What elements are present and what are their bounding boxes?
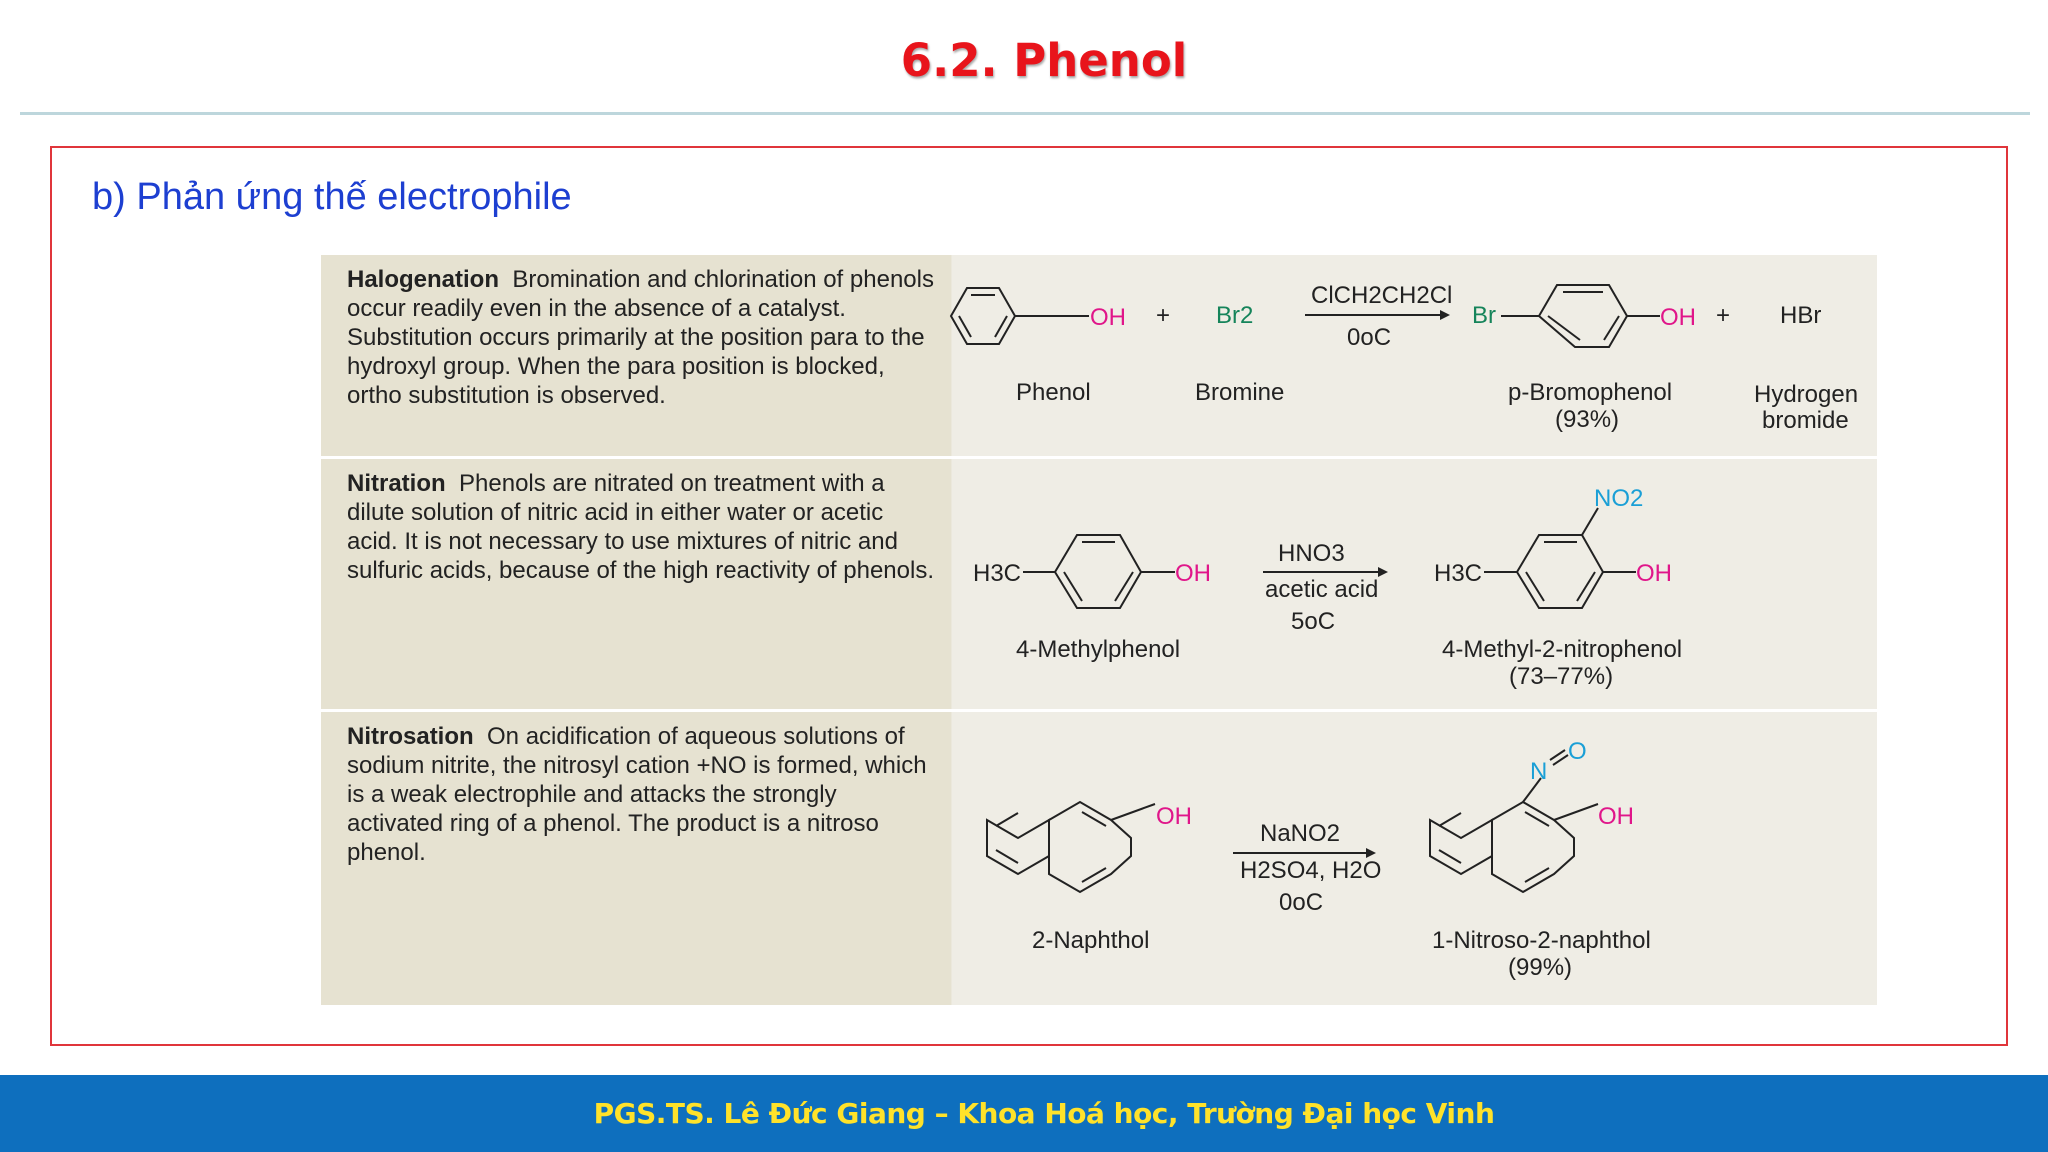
nitrosation-condition-temp: 0oC xyxy=(1279,889,1324,916)
nitrosonaphthol-structure xyxy=(1430,738,1634,892)
nitration-condition-temp: 5oC xyxy=(1291,608,1336,635)
footer-author: PGS.TS. Lê Đức Giang – Khoa Hoá học, Trường Đại học Vinh xyxy=(593,1097,1495,1130)
naphthol-structure xyxy=(987,802,1192,892)
methylnitrophenol-yield: (73–77%) xyxy=(1509,663,1614,690)
methylnitrophenol-structure xyxy=(1434,485,1672,608)
nitroso-o-label: O xyxy=(1568,738,1587,765)
methyl-label: H3C xyxy=(973,560,1022,587)
bromophenol-structure xyxy=(1472,285,1696,347)
hbr-formula: HBr xyxy=(1780,302,1822,329)
footer-bar xyxy=(0,1075,2048,1152)
methylphenol-name: 4-Methylphenol xyxy=(1016,636,1181,663)
methylphenol-structure xyxy=(973,535,1211,608)
bromophenol-oh-label: OH xyxy=(1660,304,1696,331)
nitration-condition-reagent: HNO3 xyxy=(1278,540,1345,567)
phenol-oh-label: OH xyxy=(1090,304,1126,331)
methyl-label: H3C xyxy=(1434,560,1483,587)
nitration-heading: Nitration xyxy=(347,470,446,497)
nitrosonaphthol-oh-label: OH xyxy=(1598,803,1634,830)
plus-sign: + xyxy=(1156,302,1171,329)
bromine-formula: Br2 xyxy=(1216,302,1254,329)
nitrosonaphthol-yield: (99%) xyxy=(1508,954,1573,981)
nitrosation-condition-reagent: NaNO2 xyxy=(1260,820,1341,847)
naphthol-oh-label: OH xyxy=(1156,803,1192,830)
nitration-condition-solvent: acetic acid xyxy=(1265,576,1379,603)
bromo-br-label: Br xyxy=(1472,302,1496,329)
halogenation-condition-temp: 0oC xyxy=(1347,324,1392,351)
naphthol-name: 2-Naphthol xyxy=(1032,927,1150,954)
nitrosation-heading: Nitrosation xyxy=(347,723,474,750)
bromophenol-yield: (93%) xyxy=(1555,406,1620,433)
nitroso-n-label: N xyxy=(1530,758,1548,785)
nitrosation-condition-solvent: H2SO4, H2O xyxy=(1240,857,1382,884)
nitrosonaphthol-name: 1-Nitroso-2-naphthol xyxy=(1432,927,1651,954)
methylphenol-oh-label: OH xyxy=(1175,560,1211,587)
nitration-text: Phenols are nitrated on treatment with a dilute solution of nitric acid in either water or acetic acid. It is not necessary to use mixtures of nitric and sulfuric acids, because of the high reactivity of phenols. xyxy=(347,470,934,584)
hbr-name-line1: Hydrogen xyxy=(1754,381,1859,408)
bromine-name: Bromine xyxy=(1195,379,1285,406)
methylnitrophenol-name: 4-Methyl-2-nitrophenol xyxy=(1442,636,1683,663)
halogenation-text: Bromination and chlorination of phenols occur readily even in the absence of a catalyst. Substitution occurs primarily at the position para to the hydroxyl group. When the para position is blocked, ortho substitution is observed. xyxy=(347,266,934,409)
nitro-group-label: NO2 xyxy=(1594,485,1644,512)
hbr-name-line2: bromide xyxy=(1762,407,1849,434)
plus-sign: + xyxy=(1716,302,1731,329)
halogenation-condition-solvent: ClCH2CH2Cl xyxy=(1311,282,1453,309)
nitrosation-text: On acidification of aqueous solutions of sodium nitrite, the nitrosyl cation +NO is formed, which is a weak electrophile and attacks the strongly activated ring of a phenol. The product is a nitroso phenol. xyxy=(347,723,927,866)
halogenation-heading: Halogenation xyxy=(347,266,500,293)
section-subtitle: b) Phản ứng thế electrophile xyxy=(92,176,572,218)
methylnitrophenol-oh-label: OH xyxy=(1636,560,1672,587)
slide-title: 6.2. Phenol xyxy=(900,34,1188,87)
phenol-structure xyxy=(951,288,1126,344)
phenol-name: Phenol xyxy=(1016,379,1091,406)
bromophenol-name: p-Bromophenol xyxy=(1508,379,1673,406)
